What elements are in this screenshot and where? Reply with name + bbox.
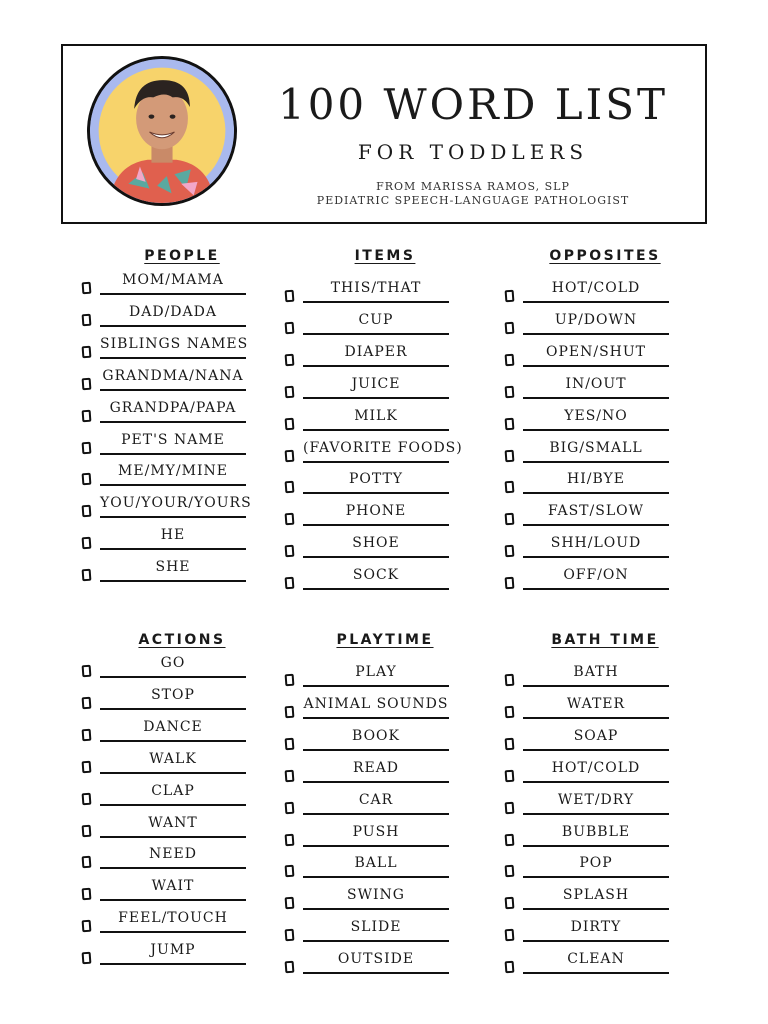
write-line [523, 397, 669, 399]
category-title-text: ITEMS [354, 248, 416, 264]
word-item [82, 523, 292, 553]
write-line [523, 556, 669, 558]
author-portrait-image [90, 59, 234, 203]
checkbox[interactable] [82, 952, 92, 965]
category-title-text: BATH TIME [551, 632, 659, 648]
word-item [505, 724, 715, 754]
word-item [505, 340, 715, 370]
word-label: SPLASH [562, 887, 630, 904]
write-line [523, 876, 669, 878]
write-line [303, 940, 449, 942]
word-label: HOT/COLD [551, 280, 641, 296]
author-credit [273, 180, 673, 208]
write-line [303, 876, 449, 878]
checkbox[interactable] [505, 481, 515, 494]
word-label: BIG/SMALL [549, 439, 643, 456]
write-line [303, 429, 449, 431]
checkbox[interactable] [505, 706, 515, 719]
checkbox[interactable] [505, 929, 515, 942]
word-label: ANIMAL SOUNDS [303, 695, 449, 712]
word-label: SLIDE [350, 919, 402, 936]
word-item [285, 915, 495, 945]
checkbox[interactable] [82, 409, 92, 422]
write-line [523, 972, 669, 974]
word-label: UP/DOWN [554, 311, 638, 328]
word-item [285, 851, 495, 881]
write-line [523, 365, 669, 367]
word-label: GO [160, 655, 186, 671]
word-label: PUSH [352, 823, 400, 840]
checkbox[interactable] [82, 728, 92, 741]
category-title-text: OPPOSITES [549, 248, 661, 264]
word-item [285, 947, 495, 977]
checkbox[interactable] [285, 545, 295, 558]
word-item [285, 788, 495, 818]
word-label: DAD/DADA [129, 303, 217, 320]
word-label: WET/DRY [557, 791, 635, 808]
checkbox[interactable] [285, 706, 295, 719]
write-line [523, 588, 669, 590]
checkbox[interactable] [82, 920, 92, 933]
word-label: IN/OUT [565, 375, 627, 392]
write-line [523, 524, 669, 526]
word-label: SOAP [573, 727, 619, 744]
write-line [100, 325, 246, 327]
word-label: SHOE [352, 535, 400, 552]
word-item [505, 788, 715, 818]
word-item [285, 340, 495, 370]
word-item [82, 300, 292, 330]
checkbox[interactable] [505, 769, 515, 782]
checkbox[interactable] [82, 473, 92, 486]
word-item [505, 499, 715, 529]
checkbox[interactable] [82, 505, 92, 518]
word-item [285, 563, 495, 593]
word-item [505, 660, 715, 690]
word-label: NEED [149, 846, 197, 863]
word-item [82, 428, 292, 458]
word-label: SOCK [352, 567, 400, 584]
word-label: CLEAN [567, 951, 625, 968]
checkbox[interactable] [505, 674, 515, 687]
word-item [505, 851, 715, 881]
checkbox[interactable] [82, 856, 92, 869]
checkbox[interactable] [505, 322, 515, 335]
word-item [285, 531, 495, 561]
word-item [505, 883, 715, 913]
write-line [100, 293, 246, 295]
word-item [82, 459, 292, 489]
word-label: SHH/LOUD [550, 535, 642, 552]
checkbox[interactable] [505, 865, 515, 878]
word-item [505, 372, 715, 402]
header-box [61, 44, 707, 224]
word-label: SHE [155, 559, 191, 576]
category-title [82, 632, 282, 648]
write-line [303, 685, 449, 687]
word-label: FEEL/TOUCH [118, 910, 228, 927]
word-label: BOOK [352, 727, 400, 744]
word-item [82, 396, 292, 426]
word-label: WANT [148, 814, 198, 831]
write-line [100, 580, 246, 582]
write-line [100, 548, 246, 550]
write-line [523, 908, 669, 910]
category-title [285, 248, 485, 264]
write-line [100, 484, 246, 486]
checkbox[interactable] [82, 888, 92, 901]
write-line [100, 867, 246, 869]
word-label: CUP [358, 311, 394, 328]
write-line [523, 429, 669, 431]
checkbox[interactable] [82, 665, 92, 678]
word-item [505, 436, 715, 466]
word-item [82, 874, 292, 904]
word-label: WALK [149, 750, 197, 767]
write-line [523, 940, 669, 942]
write-line [100, 836, 246, 838]
write-line [100, 899, 246, 901]
category-title [82, 248, 282, 264]
word-item [82, 268, 292, 298]
word-label: MOM/MAMA [122, 272, 224, 288]
word-item [82, 555, 292, 585]
write-line [100, 963, 246, 965]
write-line [100, 708, 246, 710]
checkbox[interactable] [285, 737, 295, 750]
word-label: OUTSIDE [337, 951, 415, 968]
checkbox[interactable] [285, 417, 295, 430]
word-item [505, 308, 715, 338]
word-item [505, 276, 715, 306]
write-line [100, 516, 246, 518]
category-title [285, 632, 485, 648]
word-label: SIBLINGS NAMES [100, 335, 249, 352]
author-avatar [87, 56, 237, 206]
word-item [505, 947, 715, 977]
checkbox[interactable] [285, 929, 295, 942]
checkbox[interactable] [285, 801, 295, 814]
word-item [82, 332, 292, 362]
write-line [523, 781, 669, 783]
write-line [523, 301, 669, 303]
category-title [505, 632, 705, 648]
word-label: PHONE [345, 503, 407, 520]
word-item [82, 715, 292, 745]
checkbox[interactable] [82, 792, 92, 805]
write-line [303, 524, 449, 526]
word-item [82, 938, 292, 968]
word-label: GRANDPA/PAPA [109, 399, 237, 416]
word-item [505, 820, 715, 850]
write-line [100, 453, 246, 455]
checkbox[interactable] [285, 322, 295, 335]
page-title: 100 WORD LIST [277, 80, 669, 129]
checkbox[interactable] [285, 833, 295, 846]
word-item [82, 651, 292, 681]
write-line [523, 845, 669, 847]
word-item [505, 756, 715, 786]
checkbox[interactable] [285, 577, 295, 590]
checkbox[interactable] [505, 449, 515, 462]
write-line [100, 421, 246, 423]
write-line [303, 781, 449, 783]
word-item [285, 404, 495, 434]
word-label: OFF/ON [563, 567, 629, 584]
checkbox[interactable] [285, 865, 295, 878]
write-line [303, 588, 449, 590]
word-item [82, 364, 292, 394]
word-label: HI/BYE [567, 471, 625, 488]
word-item [82, 747, 292, 777]
word-label: PET'S NAME [121, 431, 225, 448]
author-role: PEDIATRIC SPEECH-LANGUAGE PATHOLOGIST [316, 194, 630, 207]
write-line [303, 492, 449, 494]
checkbox[interactable] [285, 290, 295, 303]
word-label: (FAVORITE FOODS) [303, 439, 463, 456]
checkbox[interactable] [505, 385, 515, 398]
word-item [285, 308, 495, 338]
word-label: READ [352, 759, 400, 776]
word-item [82, 811, 292, 841]
word-label: GRANDMA/NANA [102, 367, 244, 384]
checkbox[interactable] [505, 897, 515, 910]
write-line [100, 772, 246, 774]
write-line [523, 461, 669, 463]
word-item [82, 842, 292, 872]
checkbox[interactable] [82, 824, 92, 837]
word-label: MILK [354, 407, 398, 424]
word-label: POTTY [348, 471, 404, 488]
checkbox[interactable] [285, 961, 295, 974]
word-label: OPEN/SHUT [545, 343, 647, 360]
write-line [303, 813, 449, 815]
checkbox[interactable] [285, 897, 295, 910]
checkbox[interactable] [285, 513, 295, 526]
write-line [523, 685, 669, 687]
category-title-text: PLAYTIME [336, 632, 434, 648]
word-item [285, 660, 495, 690]
checkbox[interactable] [505, 577, 515, 590]
checkbox[interactable] [82, 697, 92, 710]
word-item [285, 467, 495, 497]
write-line [523, 717, 669, 719]
checkbox[interactable] [285, 449, 295, 462]
word-item [285, 756, 495, 786]
word-label: PLAY [355, 664, 397, 680]
checkbox[interactable] [82, 760, 92, 773]
write-line [523, 749, 669, 751]
checkbox[interactable] [505, 833, 515, 846]
word-label: THIS/THAT [330, 280, 422, 296]
checkbox[interactable] [82, 569, 92, 582]
word-item [505, 692, 715, 722]
write-line [303, 972, 449, 974]
write-line [100, 931, 246, 933]
word-item [505, 467, 715, 497]
word-label: HE [160, 527, 186, 544]
word-item [82, 779, 292, 809]
word-label: YES/NO [564, 407, 628, 424]
checkbox[interactable] [285, 385, 295, 398]
word-label: BUBBLE [561, 823, 631, 840]
word-item [82, 906, 292, 936]
checkbox[interactable] [82, 441, 92, 454]
word-item [285, 436, 495, 466]
checkbox[interactable] [82, 537, 92, 550]
checkbox[interactable] [505, 961, 515, 974]
word-label: BATH [573, 664, 619, 680]
write-line [303, 717, 449, 719]
write-line [100, 676, 246, 678]
write-line [303, 908, 449, 910]
word-item [82, 491, 292, 521]
write-line [303, 461, 449, 463]
write-line [303, 333, 449, 335]
word-label: FAST/SLOW [547, 503, 644, 520]
write-line [303, 301, 449, 303]
word-item [285, 692, 495, 722]
checkbox[interactable] [505, 290, 515, 303]
word-item [285, 276, 495, 306]
write-line [100, 804, 246, 806]
word-item [285, 499, 495, 529]
word-label: YOU/YOUR/YOURS [100, 495, 252, 512]
author-name: FROM MARISSA RAMOS, SLP [376, 180, 570, 193]
category-title-text: ACTIONS [138, 632, 226, 648]
word-label: DANCE [143, 718, 203, 735]
word-label: POP [579, 855, 613, 872]
word-item [82, 683, 292, 713]
category-title-text: PEOPLE [144, 248, 220, 264]
write-line [100, 389, 246, 391]
checkbox[interactable] [82, 377, 92, 390]
checkbox[interactable] [505, 545, 515, 558]
word-label: STOP [151, 686, 195, 703]
word-label: JUICE [351, 375, 401, 392]
word-label: SWING [347, 887, 405, 904]
word-item [505, 404, 715, 434]
write-line [303, 749, 449, 751]
write-line [100, 740, 246, 742]
checkbox[interactable] [505, 417, 515, 430]
word-label: CLAP [151, 782, 195, 799]
checkbox[interactable] [285, 674, 295, 687]
word-label: ME/MY/MINE [118, 463, 228, 480]
word-label: WATER [566, 695, 626, 712]
checkbox[interactable] [505, 513, 515, 526]
word-label: DIAPER [344, 343, 408, 360]
word-label: CAR [358, 791, 394, 808]
write-line [523, 813, 669, 815]
word-item [285, 724, 495, 754]
word-item [285, 820, 495, 850]
write-line [523, 492, 669, 494]
checkbox[interactable] [82, 282, 92, 295]
checkbox[interactable] [505, 353, 515, 366]
checkbox[interactable] [505, 801, 515, 814]
word-label: WAIT [151, 878, 195, 895]
write-line [303, 365, 449, 367]
checkbox[interactable] [505, 737, 515, 750]
checkbox[interactable] [285, 481, 295, 494]
page-subtitle: FOR TODDLERS [357, 140, 589, 164]
checkbox[interactable] [82, 314, 92, 327]
word-item [285, 883, 495, 913]
word-label: DIRTY [570, 919, 622, 936]
word-item [505, 915, 715, 945]
word-label: HOT/COLD [551, 759, 641, 776]
write-line [523, 333, 669, 335]
word-label: JUMP [150, 942, 196, 959]
word-label: BALL [354, 855, 398, 872]
checkbox[interactable] [82, 345, 92, 358]
word-item [285, 372, 495, 402]
write-line [303, 556, 449, 558]
write-line [303, 397, 449, 399]
word-item [505, 531, 715, 561]
write-line [303, 845, 449, 847]
write-line [100, 357, 246, 359]
word-item [505, 563, 715, 593]
checkbox[interactable] [285, 353, 295, 366]
category-title [505, 248, 705, 264]
checkbox[interactable] [285, 769, 295, 782]
